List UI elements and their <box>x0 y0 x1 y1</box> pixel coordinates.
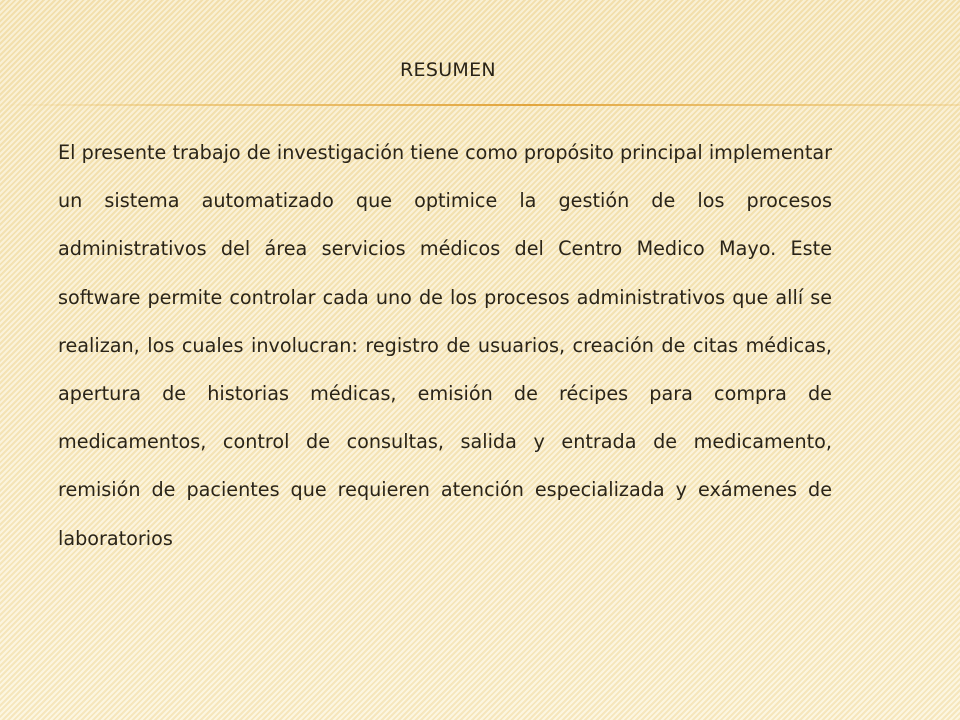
abstract-lead-text: El presente trabajo de investigación tiene como propósito principal implementar un sistema automatizado que optimice la gestión de los procesos administrativos del área servicios médicos del Centro Medico Mayo. <box>58 141 832 261</box>
abstract-body-text: Este software permite controlar cada uno de los procesos administrativos que allí se realizan, los cuales involucran: registro de usuarios, creación de citas médicas, apertura de historias médicas, emisión de récipes para compra de medicamentos, control de consultas, salida y entrada de medicamento, remisión de pacientes que requieren atención especializada y exámenes de laboratorios <box>58 237 832 550</box>
slide-title: RESUMEN <box>400 59 496 81</box>
title-divider <box>0 104 960 106</box>
abstract-paragraph <box>58 129 832 563</box>
